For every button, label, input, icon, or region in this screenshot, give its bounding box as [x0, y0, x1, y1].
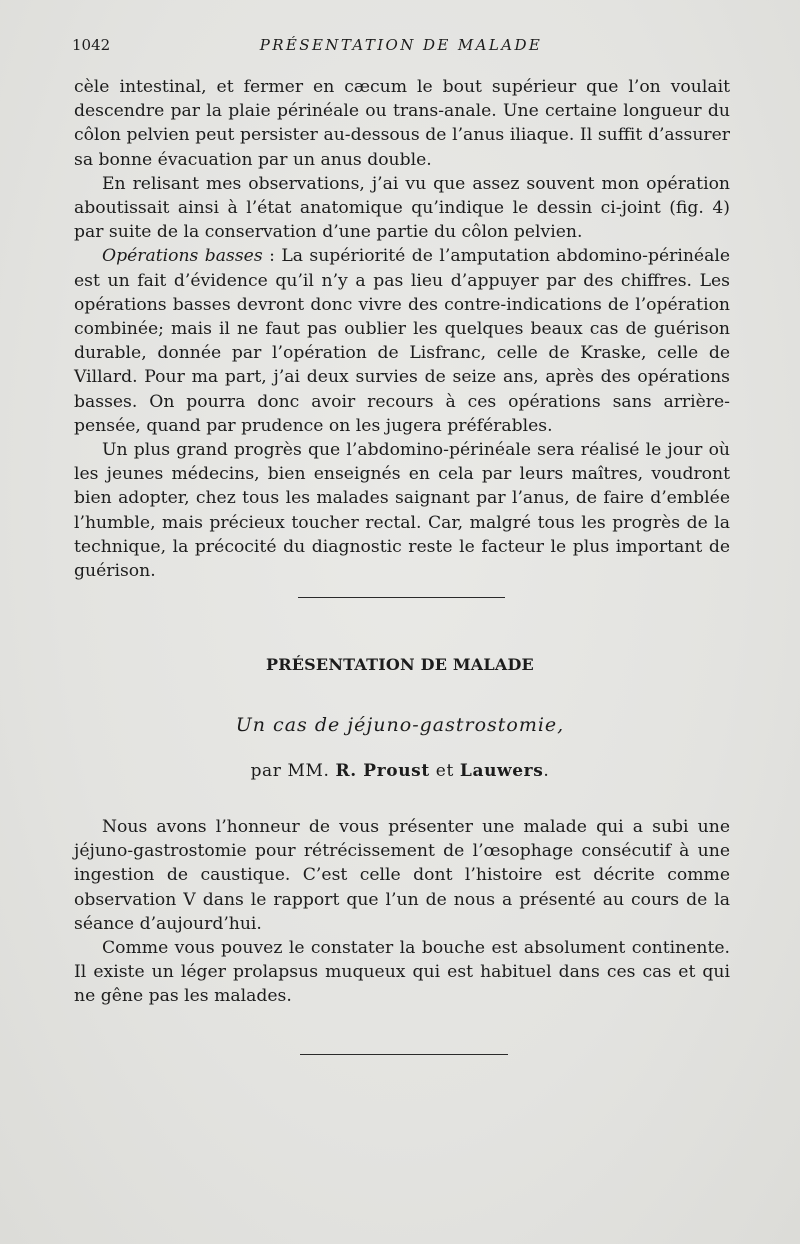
author-name: R. Proust	[335, 761, 430, 781]
paragraph-body: : La supériorité de l’amputation abdomino-périnéale est un fait d’évidence qu’il n’y a pas lieu d’appuyer par des chiffres. Les opérations basses devront donc vivre des contre-indications de l’opération combinée; mais il ne faut pas oublier les quelques beaux cas de guérison durable, donnée par l’opération de Lisfranc, celle de Kraske, celle de Villard. Pour ma part, j’ai deux survies de seize ans, après des opérations basses. On pourra donc avoir recours à ces opérations sans arrière-pensée, quand par prudence on les jugera préférables.	[74, 246, 730, 436]
running-head: PRÉSENTATION DE MALADE	[259, 36, 543, 54]
page-header	[72, 36, 730, 60]
paragraph: Un plus grand progrès que l’abdomino-périnéale sera réalisé le jour où les jeunes médecins, bien enseignés en cela par leurs maîtres, voudront bien adopter, chez tous les malades saignant par l’anus, de faire d’emblée l’humble, mais précieux toucher rectal. Car, malgré tous les progrès de la technique, la précocité du diagnostic reste le facteur le plus important de guérison.	[74, 440, 730, 582]
paragraph: En relisant mes observations, j’ai vu que assez souvent mon opération aboutissait ainsi à l’état anatomique qu’indique le dessin ci-joint (fig. 4) par suite de la conservation d’une partie du côlon pelvien.	[74, 173, 730, 243]
byline-end: .	[543, 761, 550, 781]
byline	[0, 761, 800, 781]
end-divider	[300, 1054, 508, 1055]
section-title: PRÉSENTATION DE MALADE	[266, 655, 534, 674]
byline-and: et	[435, 761, 454, 781]
article-text	[74, 815, 730, 1009]
paragraph: cèle intestinal, et fermer en cæcum le bout supérieur que l’on voulait descendre par la plaie périnéale ou trans-anale. Une certaine longueur du côlon pelvien peut persister au-dessous de l’anus iliaque. Il suffit d’assurer sa bonne évacuation par un anus double.	[74, 77, 730, 170]
continued-text	[74, 75, 730, 583]
author-name: Lauwers	[459, 761, 544, 781]
paragraph: Nous avons l’honneur de vous présenter une malade qui a subi une jéjuno-gastrostomie pour rétrécissement de l’œsophage consécutif à une ingestion de caustique. C’est celle dont l’histoire est décrite comme observation V dans le rapport que l’un de nous a présenté au cours de la séance d’aujourd’hui.	[74, 817, 730, 934]
article-title: Un cas de jéjuno-gastrostomie,	[235, 714, 565, 736]
section-divider	[298, 597, 505, 598]
paragraph-lead: Opérations basses	[102, 246, 263, 267]
paragraph	[74, 244, 730, 438]
byline-prefix: par MM.	[250, 761, 330, 781]
page-number: 1042	[72, 36, 111, 54]
paragraph: Comme vous pouvez le constater la bouche est absolument continente. Il existe un léger prolapsus muqueux qui est habituel dans ces cas et qui ne gêne pas les malades.	[74, 938, 730, 1007]
